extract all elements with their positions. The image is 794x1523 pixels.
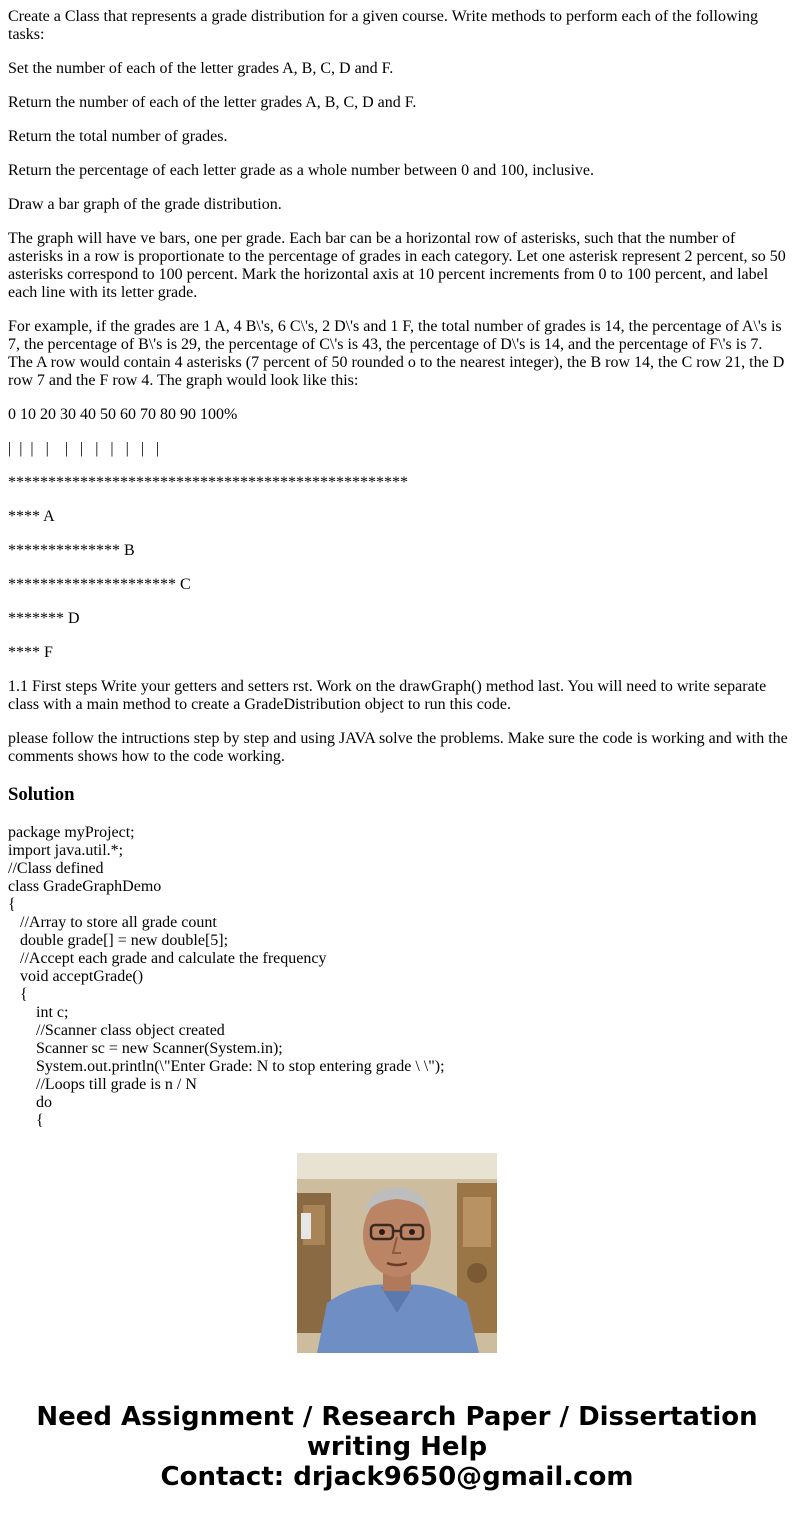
- graph-row-b: ************** B: [8, 542, 135, 559]
- banner-line-2: writing Help: [306, 1432, 488, 1462]
- code-line: int c;: [36, 1004, 69, 1021]
- graph-row-d: ******* D: [8, 610, 80, 627]
- banner-contact-email: Contact: drjack9650@gmail.com: [160, 1462, 634, 1492]
- graph-axis-ticks: | | | | | | | | | | |: [8, 440, 160, 457]
- contact-banner: [0, 1402, 794, 1492]
- graph-description: The graph will have ve bars, one per grade. Each bar can be a horizontal row of asterisks, such that the number of asterisks in a row is proportionate to the percentage of grades in each category. Let one asterisk represent 2 percent, so 50 asterisks correspond to 100 percent. Mark the horizontal axis at 10 percent increments from 0 to 100 percent, and label each line with its letter grade.: [8, 230, 786, 301]
- solution-code: [8, 824, 788, 1129]
- task-return-grades: Return the number of each of the letter grades A, B, C, D and F.: [8, 94, 417, 111]
- code-line: import java.util.*;: [8, 842, 124, 859]
- code-line: package myProject;: [8, 824, 135, 841]
- avatar-portrait-image: [297, 1153, 497, 1353]
- task-set-grades: Set the number of each of the letter grades A, B, C, D and F.: [8, 60, 394, 77]
- graph-axis-labels: 0 10 20 30 40 50 60 70 80 90 100%: [8, 406, 238, 423]
- code-line: {: [36, 1112, 44, 1129]
- graph-row-a: **** A: [8, 508, 55, 525]
- question-content: [8, 8, 788, 1129]
- first-steps: 1.1 First steps Write your getters and setters rst. Work on the drawGraph() method last. You will need to write separate class with a main method to create a GradeDistribution object to run this code.: [8, 678, 767, 713]
- task-return-total: Return the total number of grades.: [8, 128, 228, 145]
- task-draw-graph: Draw a bar graph of the grade distribution.: [8, 196, 282, 213]
- graph-row-f: **** F: [8, 644, 53, 661]
- code-line: do: [36, 1094, 52, 1111]
- code-line: void acceptGrade(): [20, 968, 144, 985]
- banner-line-1: Need Assignment / Research Paper / Dissertation: [36, 1402, 758, 1432]
- solution-heading: Solution: [8, 784, 75, 805]
- graph-full-row: **************************************************: [8, 474, 408, 491]
- code-line: //Loops till grade is n / N: [36, 1076, 197, 1093]
- graph-row-c: ********************* C: [8, 576, 191, 593]
- example-paragraph: For example, if the grades are 1 A, 4 B\'s, 6 C\'s, 2 D\'s and 1 F, the total number of grades is 14, the percentage of A\'s is 7, the percentage of B\'s is 29, the percentage of C\'s is 43, the percentage of D\'s is 14, and the percentage of F\'s is 7. The A row would contain 4 asterisks (7 percent of 50 rounded o to the nearest integer), the B row 14, the C row 21, the D row 7 and the F row 4. The graph would look like this:: [8, 318, 785, 389]
- question-intro: Create a Class that represents a grade distribution for a given course. Write methods to perform each of the following tasks:: [8, 8, 758, 43]
- code-line: {: [20, 986, 28, 1003]
- code-line: //Accept each grade and calculate the frequency: [20, 950, 327, 967]
- code-line: double grade[] = new double[5];: [20, 932, 229, 949]
- code-line: //Class defined: [8, 860, 104, 877]
- code-line: Scanner sc = new Scanner(System.in);: [36, 1040, 283, 1057]
- code-line: //Array to store all grade count: [20, 914, 217, 931]
- task-return-percentage: Return the percentage of each letter grade as a whole number between 0 and 100, inclusive.: [8, 162, 594, 179]
- code-line: class GradeGraphDemo: [8, 878, 162, 895]
- code-line: //Scanner class object created: [36, 1022, 225, 1039]
- code-line: System.out.println(\"Enter Grade: N to stop entering grade \ \");: [36, 1058, 445, 1075]
- author-avatar: [297, 1153, 497, 1353]
- instructions: please follow the intructions step by step and using JAVA solve the problems. Make sure the code is working and with the comments shows how to the code working.: [8, 730, 788, 765]
- code-line: {: [8, 896, 16, 913]
